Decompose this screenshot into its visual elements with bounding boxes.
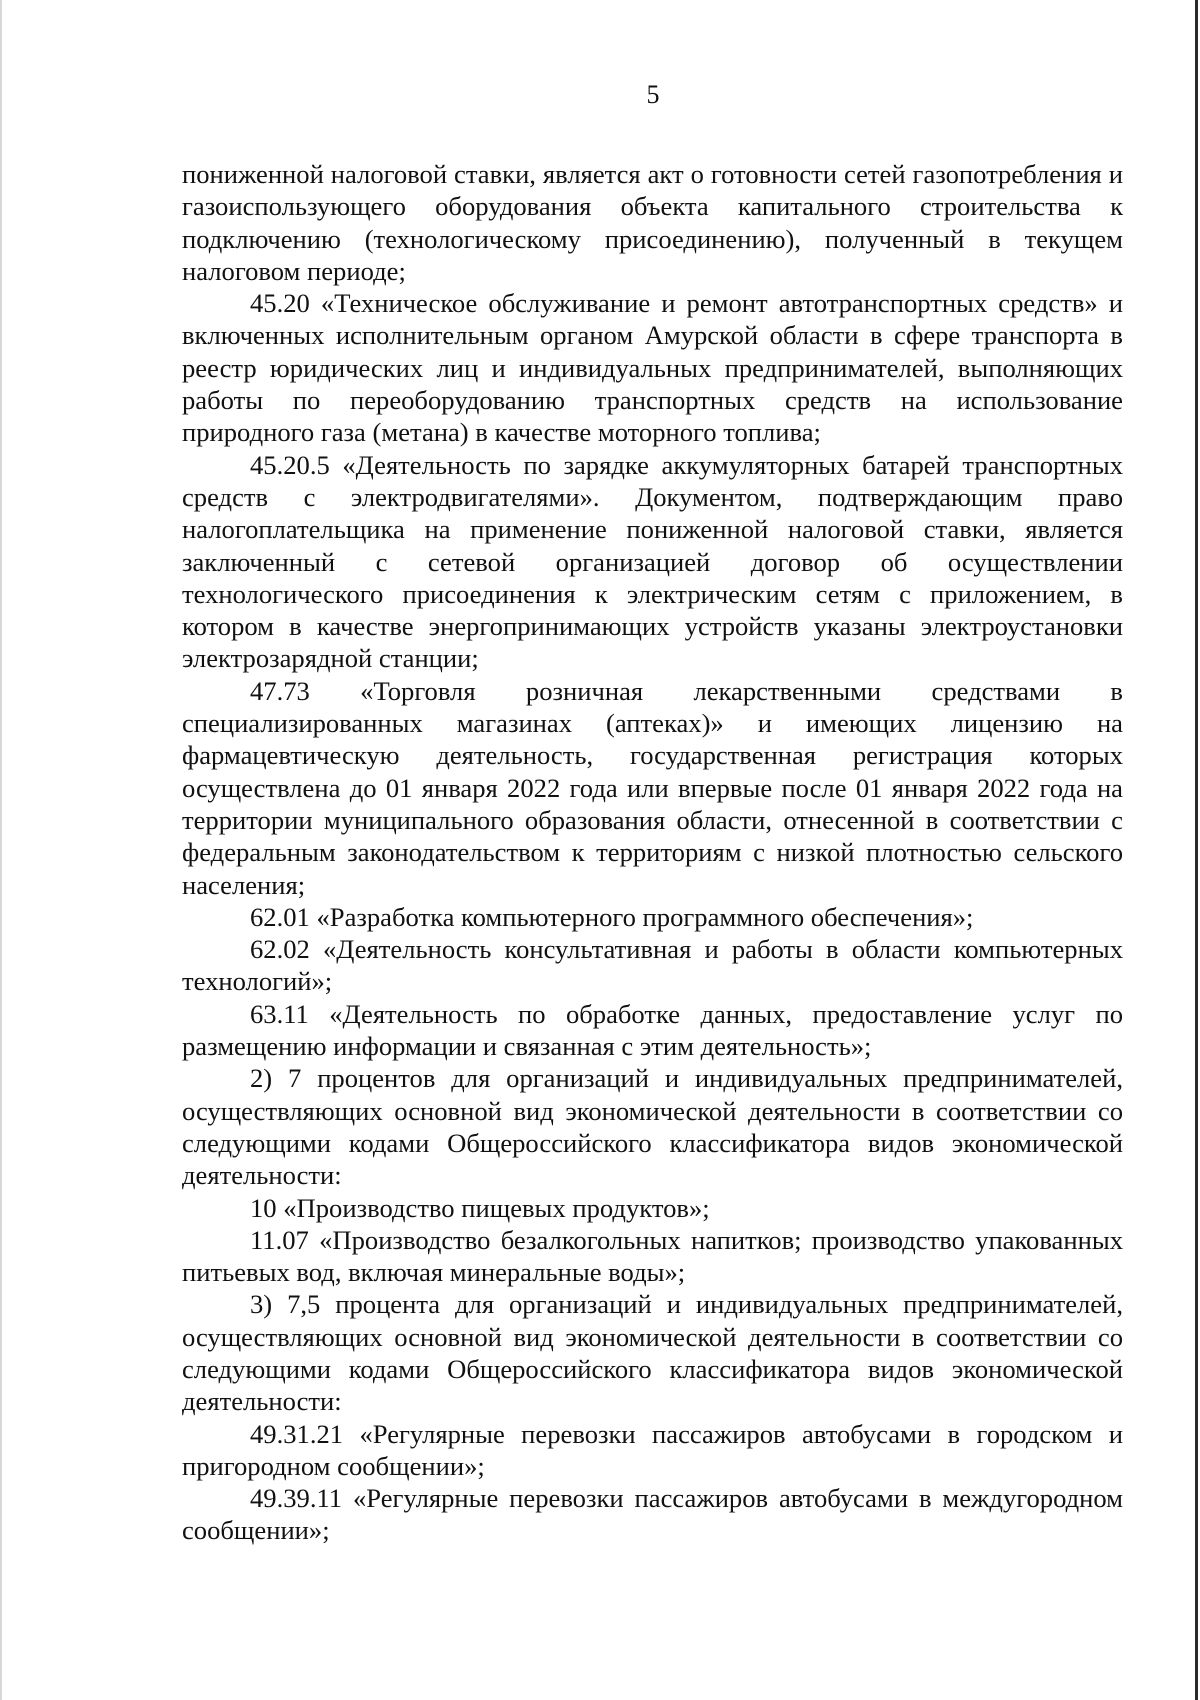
scan-edge-right [1195, 0, 1198, 1700]
scan-edge-left [0, 0, 2, 1700]
paragraph-8: 2) 7 процентов для организаций и индивидуальных предпринимателей, осуществляющих основной вид экономической деятельности в соответствии со следующими кодами Общероссийского классификатора видов экономической деятельности: [182, 1063, 1123, 1191]
paragraph-11: 3) 7,5 процента для организаций и индивидуальных предпринимателей, осуществляющих основной вид экономической деятельности в соответствии со следующими кодами Общероссийского классификатора видов экономической деятельности: [182, 1289, 1123, 1417]
paragraph-3: 45.20.5 «Деятельность по зарядке аккумуляторных батарей транспортных средств с электродвигателями». Документом, подтверждающим право налогоплательщика на применение пониженной налоговой ставки, является заключенный с сетевой организацией договор об осуществлении технологического присоединения к электрическим сетям с приложением, в котором в качестве энергопринимающих устройств указаны электроустановки электрозарядной станции; [182, 449, 1123, 674]
paragraph-7: 63.11 «Деятельность по обработке данных, предоставление услуг по размещению информации и связанная с этим деятельность»; [182, 998, 1123, 1062]
paragraph-6: 62.02 «Деятельность консультативная и работы в области компьютерных технологий»; [182, 934, 1123, 997]
paragraph-10: 11.07 «Производство безалкогольных напитков; производство упакованных питьевых вод, включая минеральные воды»; [182, 1224, 1123, 1288]
paragraph-2: 45.20 «Техническое обслуживание и ремонт автотранспортных средств» и включенных исполнительным органом Амурской области в сфере транспорта в реестр юридических лиц и индивидуальных предпринимателей, выполняющих работы по переоборудованию транспортных средств на использование природного газа (метана) в качестве моторного топлива; [182, 288, 1123, 448]
paragraph-1: пониженной налоговой ставки, является акт о готовности сетей газопотребления и газоиспользующего оборудования объекта капитального строительства к подключению (технологическому присоединению), полученный в текущем налоговом периоде; [182, 159, 1123, 286]
document-body [182, 158, 1123, 1547]
paragraph-5: 62.01 «Разработка компьютерного программного обеспечения»; [250, 901, 974, 932]
paragraph-12: 49.31.21 «Регулярные перевозки пассажиров автобусами в городском и пригородном сообщении»; [182, 1418, 1123, 1481]
page-number: 5 [646, 80, 660, 109]
paragraph-4: 47.73 «Торговля розничная лекарственными средствами в специализированных магазинах (аптеках)» и имеющих лицензию на фармацевтическую деятельность, государственная регистрация которых осуществлена до 01 января 2022 года или впервые после 01 января 2022 года на территории муниципального образования области, отнесенной в соответствии с федеральным законодательством к территориям с низкой плотностью сельского населения; [182, 675, 1123, 900]
paragraph-9: 10 «Производство пищевых продуктов»; [250, 1192, 710, 1223]
paragraph-13: 49.39.11 «Регулярные перевозки пассажиров автобусами в междугородном сообщении»; [182, 1483, 1123, 1546]
